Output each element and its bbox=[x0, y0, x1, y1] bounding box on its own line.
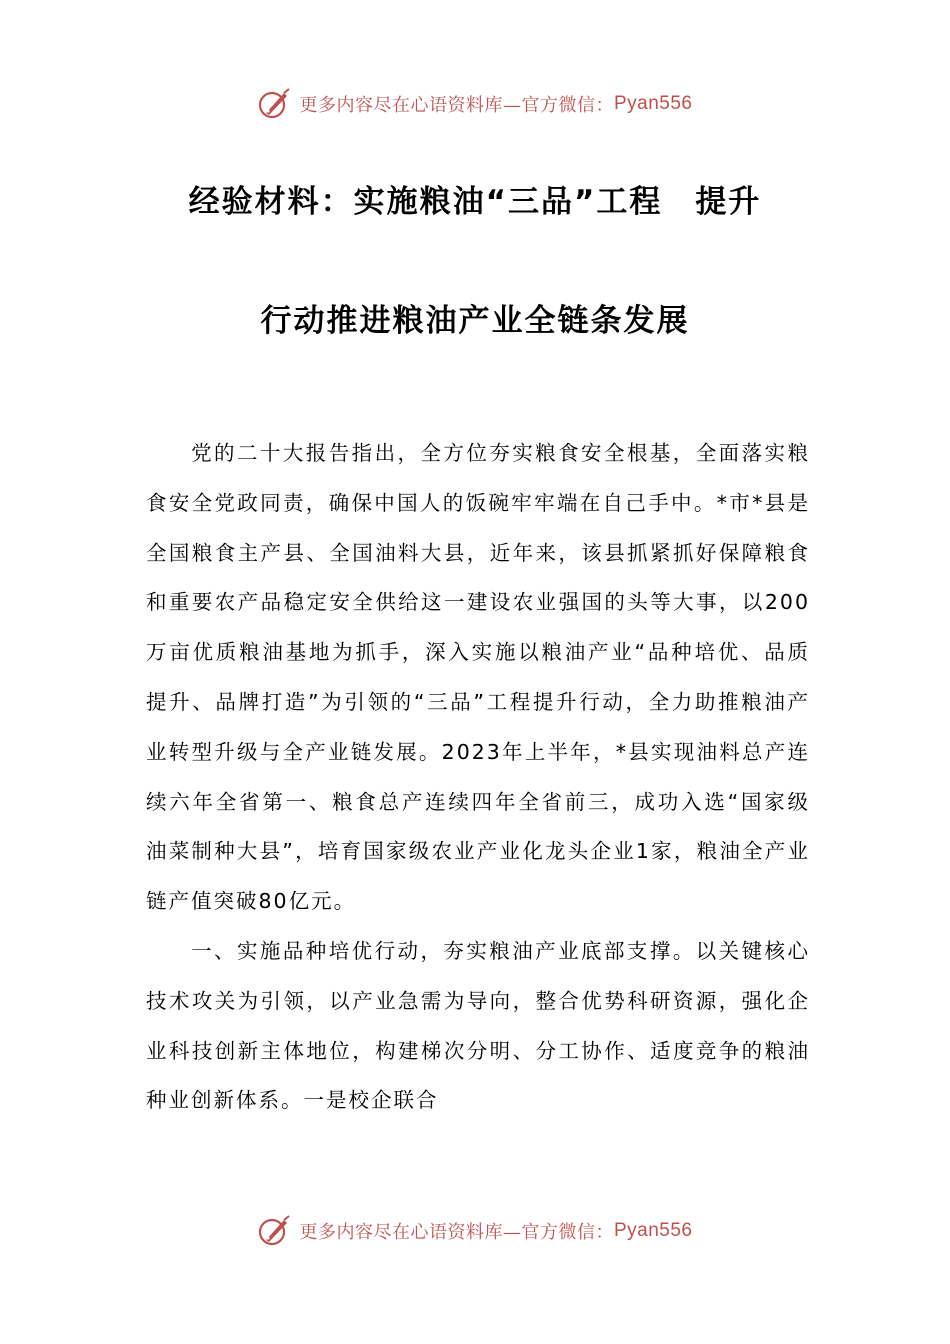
body-paragraph-2: 一、实施品种培优行动，夯实粮油产业底部支撑。以关键核心技术攻关为引领，以产业急需为导向，整合优势科研资源，强化企业科技创新主体地位，构建梯次分明、分工协作、适度竞争的粮油种业创新体系。一是校企联合 bbox=[146, 938, 810, 1113]
body-paragraph-1: 党的二十大报告指出，全方位夯实粮食安全根基，全面落实粮食安全党政同责，确保中国人的饭碗牢牢端在自己手中。*市*县是全国粮食主产县、全国油料大县，近年来，该县抓紧抓好保障粮食和重要农产品稳定安全供给这一建设农业强国的头等大事，以200万亩优质粮油基地为抓手，深入实施以粮油产业“品种培优、品质提升、品牌打造”为引领的“三品”工程提升行动，全力助推粮油产业转型升级与全产业链发展。2023年上半年，*县实现油料总产连续六年全省第一、粮食总产连续四年全省前三，成功入选“国家级油菜制种大县”，培育国家级农业产业化龙头企业1家，粮油全产业链产值突破80亿元。 bbox=[146, 441, 810, 914]
banner-text: 更多内容尽在心语资料库—官方微信： bbox=[299, 1222, 614, 1243]
banner-wechat-id: Pyan556 bbox=[613, 93, 693, 114]
quill-pen-icon bbox=[257, 1214, 291, 1248]
document-title-line-1: 经验材料：实施粮油“三品”工程 提升 bbox=[188, 184, 762, 220]
quill-pen-icon bbox=[257, 87, 291, 121]
document-title-line-2: 行动推进粮油产业全链条发展 bbox=[260, 303, 690, 339]
footer-watermark-banner bbox=[0, 1211, 950, 1251]
banner-text: 更多内容尽在心语资料库—官方微信： bbox=[299, 95, 614, 116]
document-body bbox=[146, 429, 810, 1126]
banner-wechat-id: Pyan556 bbox=[613, 1220, 693, 1241]
header-watermark-banner bbox=[0, 84, 950, 124]
